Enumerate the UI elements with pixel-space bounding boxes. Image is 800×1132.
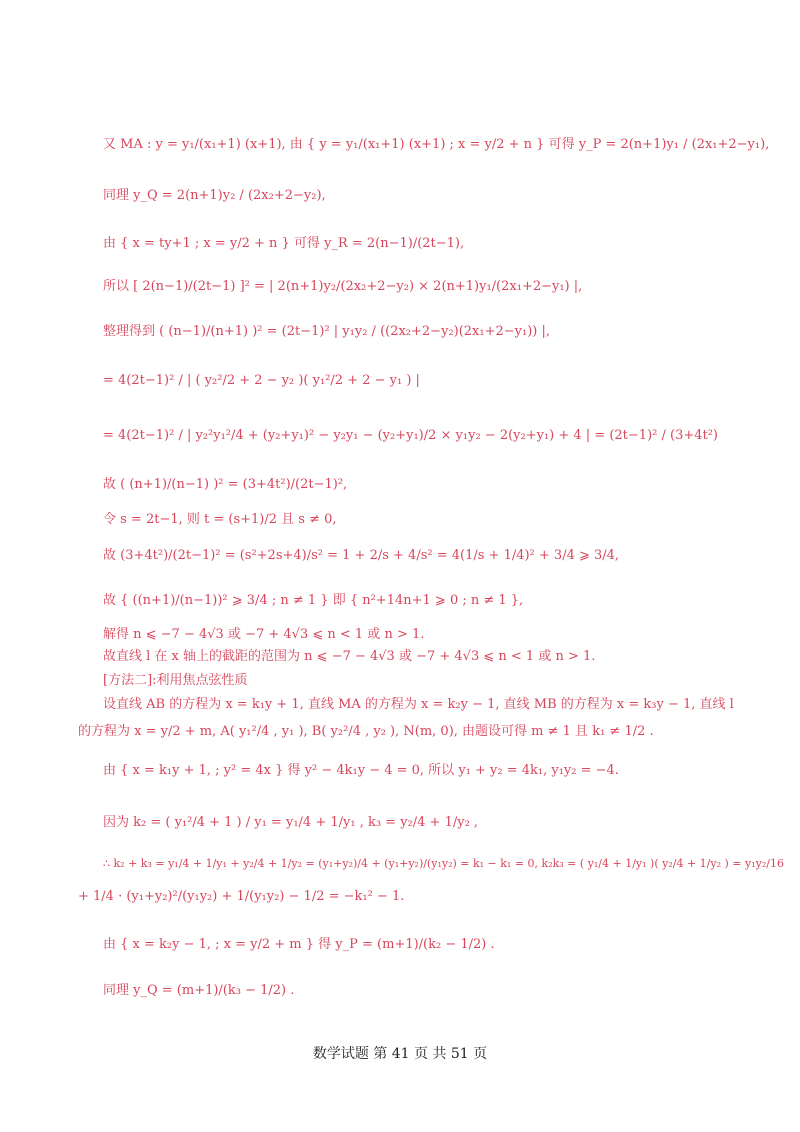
- math-line-11: 故 { ((n+1)/(n−1))² ⩾ 3/4 ; n ≠ 1 } 即 { n²+14n+1 ⩾ 0 ; n ≠ 1 },: [103, 593, 524, 608]
- math-line-9: 令 s = 2t−1, 则 t = (s+1)/2 且 s ≠ 0,: [103, 512, 337, 527]
- math-line-3: 由 { x = ty+1 ; x = y/2 + n } 可得 y_R = 2(n−1)/(2t−1),: [103, 236, 465, 251]
- page-footer: 数学试题 第 41 页 共 51 页: [312, 1046, 488, 1062]
- math-line-19: ∴ k₂ + k₃ = y₁/4 + 1/y₁ + y₂/4 + 1/y₂ = (y₁+y₂)/4 + (y₁+y₂)/(y₁y₂) = k₁ − k₁ = 0, k₂k₃ = ( y₁/4 + 1/y₁ )( y₂/4 + 1/y₂ ) = y₁y₂/16: [103, 857, 784, 870]
- math-line-20: + 1/4 · (y₁+y₂)²/(y₁y₂) + 1/(y₁y₂) − 1/2 = −k₁² − 1.: [78, 889, 405, 904]
- math-line-22: 同理 y_Q = (m+1)/(k₃ − 1/2) .: [103, 983, 295, 998]
- math-line-8: 故 ( (n+1)/(n−1) )² = (3+4t²)/(2t−1)²,: [103, 477, 348, 492]
- math-line-4: 所以 [ 2(n−1)/(2t−1) ]² = | 2(n+1)y₂/(2x₂+2−y₂) × 2(n+1)y₁/(2x₁+2−y₁) |,: [103, 279, 583, 294]
- method-heading: [方法二]:利用焦点弦性质: [103, 673, 248, 688]
- math-line-2: 同理 y_Q = 2(n+1)y₂ / (2x₂+2−y₂),: [103, 188, 326, 203]
- math-line-13: 故直线 l 在 x 轴上的截距的范围为 n ⩽ −7 − 4√3 或 −7 + 4√3 ⩽ n < 1 或 n > 1.: [103, 649, 596, 664]
- math-line-21: 由 { x = k₂y − 1, ; x = y/2 + m } 得 y_P = (m+1)/(k₂ − 1/2) .: [103, 937, 495, 952]
- math-line-5: 整理得到 ( (n−1)/(n+1) )² = (2t−1)² | y₁y₂ / ((2x₂+2−y₂)(2x₁+2−y₁)) |,: [103, 324, 550, 339]
- math-line-10: 故 (3+4t²)/(2t−1)² = (s²+2s+4)/s² = 1 + 2/s + 4/s² = 4(1/s + 1/4)² + 3/4 ⩾ 3/4,: [103, 548, 620, 563]
- math-line-7: = 4(2t−1)² / | y₂²y₁²/4 + (y₂+y₁)² − y₂y₁ − (y₂+y₁)/2 × y₁y₂ − 2(y₂+y₁) + 4 | = (2t−1)² / (3+4t²): [103, 428, 719, 443]
- math-line-6: = 4(2t−1)² / | ( y₂²/2 + 2 − y₂ )( y₁²/2 + 2 − y₁ ) |: [103, 373, 420, 388]
- math-line-17: 由 { x = k₁y + 1, ; y² = 4x } 得 y² − 4k₁y − 4 = 0, 所以 y₁ + y₂ = 4k₁, y₁y₂ = −4.: [103, 763, 619, 778]
- math-line-18: 因为 k₂ = ( y₁²/4 + 1 ) / y₁ = y₁/4 + 1/y₁ , k₃ = y₂/4 + 1/y₂ ,: [103, 815, 479, 830]
- math-line-12: 解得 n ⩽ −7 − 4√3 或 −7 + 4√3 ⩽ n < 1 或 n > 1.: [103, 627, 425, 642]
- math-line-16: 的方程为 x = y/2 + m, A( y₁²/4 , y₁ ), B( y₂²/4 , y₂ ), N(m, 0), 由题设可得 m ≠ 1 且 k₁ ≠ 1/2 .: [78, 724, 654, 739]
- math-line-15: 设直线 AB 的方程为 x = k₁y + 1, 直线 MA 的方程为 x = k₂y − 1, 直线 MB 的方程为 x = k₃y − 1, 直线 l: [103, 697, 734, 712]
- math-line-1: 又 MA : y = y₁/(x₁+1) (x+1), 由 { y = y₁/(x₁+1) (x+1) ; x = y/2 + n } 可得 y_P = 2(n+1)y₁ / (2x₁+2−y₁),: [103, 137, 770, 152]
